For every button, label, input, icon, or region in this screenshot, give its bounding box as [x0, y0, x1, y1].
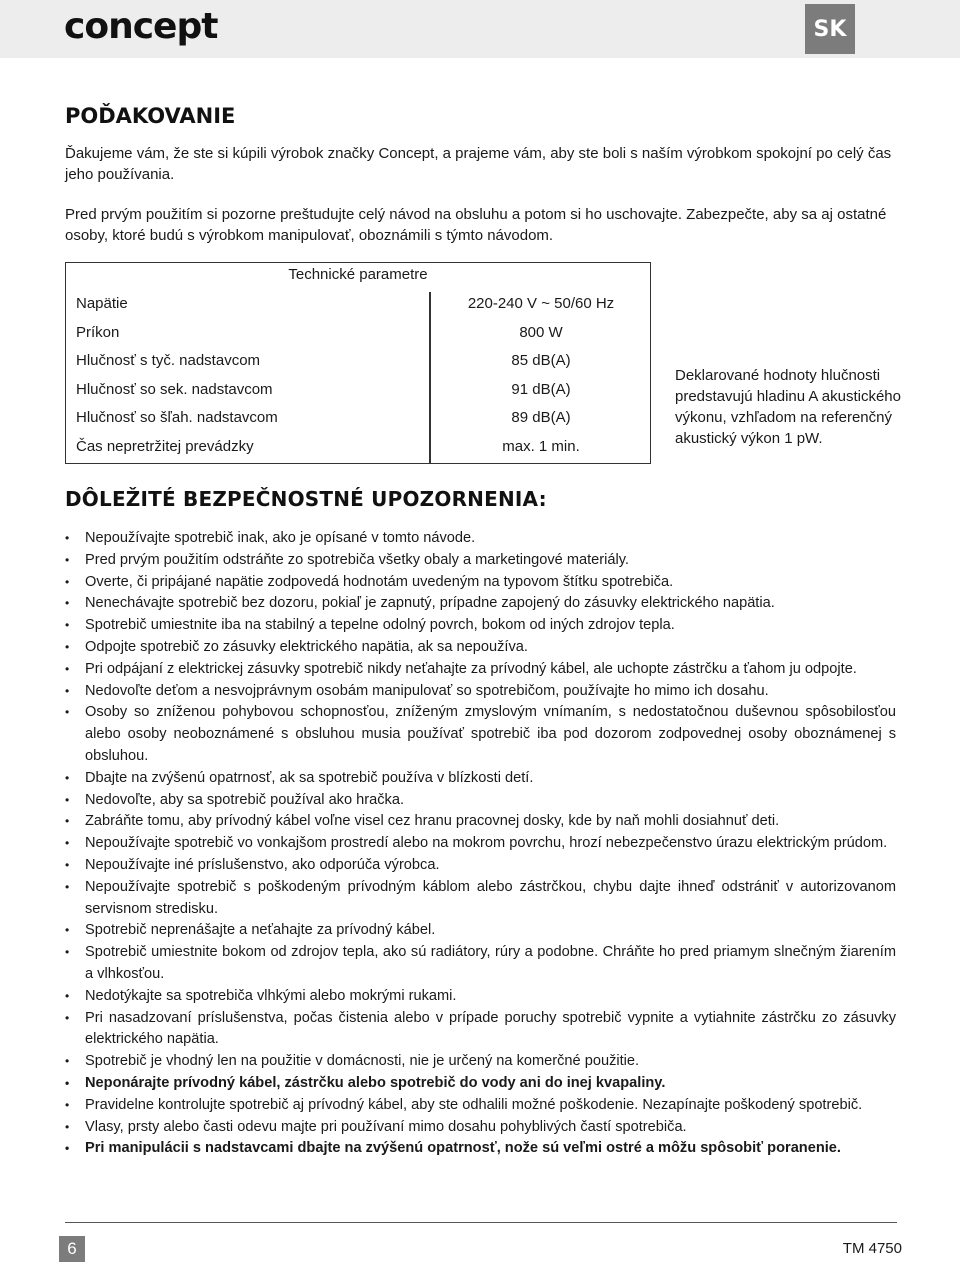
list-item-text: Nedovoľte deťom a nesvojprávnym osobám manipulovať so spotrebičom, používajte ho mimo ich dosahu. [85, 682, 769, 699]
list-item-text: Neponárajte prívodný kábel, zástrčku alebo spotrebič do vody ani do inej kvapaliny. [85, 1074, 666, 1091]
list-item-text: Odpojte spotrebič zo zásuvky elektrického napätia, ak sa nepoužíva. [85, 638, 528, 655]
list-item [65, 1073, 896, 1095]
spec-label: Čas nepretržitej prevádzky [76, 438, 254, 455]
list-item-text: Vlasy, prsty alebo časti odevu majte pri používaní mimo dosahu pohyblivých častí spotrebiča. [85, 1118, 687, 1135]
intro-paragraph: Ďakujeme vám, že ste si kúpili výrobok značky Concept, a prajeme vám, aby ste boli s naším výrobkom spokojní po celý čas jeho používania. [65, 145, 892, 183]
footer-divider [65, 1222, 897, 1223]
safety-list [65, 528, 896, 1160]
bullet-icon: • [65, 1075, 70, 1090]
list-item [65, 1095, 896, 1117]
bullet-icon: • [65, 596, 70, 611]
spec-row [66, 438, 650, 466]
bullet-icon: • [65, 814, 70, 829]
list-item-text: Nepoužívajte spotrebič inak, ako je opísané v tomto návode. [85, 530, 476, 546]
list-item [65, 1138, 896, 1160]
bullet-icon: • [65, 923, 70, 938]
spec-value: 220-240 V ~ 50/60 Hz [467, 295, 615, 312]
bullet-icon: • [65, 1141, 70, 1156]
bullet-icon: • [65, 639, 70, 654]
bullet-icon: • [65, 1054, 70, 1069]
bullet-icon: • [65, 945, 70, 960]
list-item-text: Overte, či pripájané napätie zodpovedá hodnotám uvedeným na typovom štítku spotrebiča. [85, 573, 674, 590]
spec-row [66, 381, 650, 409]
bullet-icon: • [65, 574, 70, 589]
noise-note: Deklarované hodnoty hlučnosti predstavujú hladinu A akustického výkonu, vzhľadom na referenčný akustický výkon 1 pW. [675, 367, 901, 447]
spec-row [66, 409, 650, 437]
list-item-text: Pravidelne kontrolujte spotrebič aj prívodný kábel, aby ste odhalili možné poškodenie. Nezapínajte poškodený spotrebič. [85, 1096, 863, 1113]
list-item [65, 637, 896, 659]
list-item [65, 681, 896, 703]
list-item-text: Nedotýkajte sa spotrebiča vlhkými alebo mokrými rukami. [85, 987, 457, 1004]
page-number: 6 [59, 1236, 85, 1262]
list-item-text: Pri odpájaní z elektrickej zásuvky spotrebič nikdy neťahajte za prívodný kábel, ale uchopte zástrčku a ťahom ju odpojte. [85, 660, 857, 677]
model-number: TM 4750 [842, 1240, 902, 1257]
spec-value: max. 1 min. [502, 438, 580, 455]
bullet-icon: • [65, 1119, 70, 1134]
spec-row [66, 352, 650, 380]
section-title-safety: DÔLEŽITÉ BEZPEČNOSTNÉ UPOZORNENIA: [65, 487, 547, 511]
list-item-text: Pri nasadzovaní príslušenstva, počas čistenia alebo v prípade poruchy spotrebič vypnite a vytiahnite zástrčku zo zásuvky elektrického napätia. [85, 1009, 896, 1048]
list-item [65, 986, 896, 1008]
list-item-text: Osoby so zníženou pohybovou schopnosťou, zníženým zmyslovým vnímaním, s nedostatočnou duševnou spôsobilosťou alebo osoby neoboznámené s obsluhou musia používať spotrebič iba pod dozorom zodpovednej osoby oboznámenej s obsluhou. [85, 704, 896, 764]
bullet-icon: • [65, 792, 70, 807]
spec-table-title: Technické parametre [288, 266, 428, 283]
bullet-icon: • [65, 988, 70, 1003]
list-item-text: Spotrebič neprenášajte a neťahajte za prívodný kábel. [85, 922, 436, 939]
list-item [65, 659, 896, 681]
list-item-text: Nepoužívajte spotrebič vo vonkajšom prostredí alebo na mokrom povrchu, hrozí nebezpečenstvo úrazu elektrickým prúdom. [85, 835, 888, 852]
bullet-icon: • [65, 1010, 70, 1025]
list-item [65, 920, 896, 942]
spec-label: Napätie [76, 295, 128, 312]
spec-table [65, 262, 651, 464]
list-item-text: Pri manipulácii s nadstavcami dbajte na zvýšenú opatrnosť, nože sú veľmi ostré a môžu spôsobiť poranenie. [85, 1140, 841, 1157]
bullet-icon: • [65, 661, 70, 676]
list-item [65, 768, 896, 790]
bullet-icon: • [65, 770, 70, 785]
list-item [65, 1008, 896, 1052]
list-item [65, 572, 896, 594]
bullet-icon: • [65, 1097, 70, 1112]
instructions-paragraph: Pred prvým použitím si pozorne preštudujte celý návod na obsluhu a potom si ho uschovajte. Zabezpečte, aby sa aj ostatné osoby, ktoré budú s výrobkom manipulovať, oboznámili s týmto návodom. [65, 206, 887, 244]
list-item-text: Zabráňte tomu, aby prívodný kábel voľne visel cez hranu pracovnej dosky, kde by naň mohli dosiahnuť deti. [85, 813, 780, 830]
list-item [65, 528, 896, 550]
list-item [65, 833, 896, 855]
list-item [65, 942, 896, 986]
list-item-text: Dbajte na zvýšenú opatrnosť, ak sa spotrebič používa v blízkosti detí. [85, 769, 534, 786]
list-item [65, 615, 896, 637]
list-item-text: Spotrebič je vhodný len na použitie v domácnosti, nie je určený na komerčné použitie. [85, 1053, 640, 1070]
bullet-icon: • [65, 618, 70, 633]
list-item-text: Nepoužívajte iné príslušenstvo, ako odporúča výrobca. [85, 856, 440, 873]
list-item-text: Spotrebič umiestnite bokom od zdrojov tepla, ako sú radiátory, rúry a podobne. Chráňte ho pred priamym slnečným žiarením a vlhkosťou. [85, 944, 896, 982]
list-item [65, 593, 896, 615]
list-item [65, 811, 896, 833]
spec-value: 85 dB(A) [511, 352, 571, 370]
spec-value: 800 W [519, 323, 563, 341]
list-item [65, 855, 896, 877]
list-item [65, 877, 896, 921]
list-item-text: Spotrebič umiestnite iba na stabilný a tepelne odolný povrch, bokom od iných zdrojov tepla. [85, 617, 675, 634]
spec-label: Príkon [76, 323, 120, 341]
section-title-thanks: POĎAKOVANIE [65, 104, 236, 128]
list-item [65, 550, 896, 572]
list-item-text: Pred prvým použitím odstráňte zo spotrebiča všetky obaly a marketingové materiály. [85, 551, 629, 568]
spec-value: 91 dB(A) [511, 380, 571, 398]
spec-label: Hlučnosť s tyč. nadstavcom [76, 352, 261, 370]
spec-row [66, 324, 650, 352]
list-item [65, 702, 896, 767]
bullet-icon: • [65, 552, 70, 567]
spec-label: Hlučnosť so sek. nadstavcom [76, 380, 273, 398]
list-item-text: Nepoužívajte spotrebič s poškodeným prívodným káblom alebo zástrčkou, chybu dajte ihneď odstrániť v autorizovanom servisnom stredisku. [85, 878, 896, 917]
spec-label: Hlučnosť so šľah. nadstavcom [76, 409, 278, 427]
bullet-icon: • [65, 879, 70, 894]
list-item [65, 1117, 896, 1139]
bullet-icon: • [65, 531, 70, 545]
spec-row [66, 295, 650, 323]
list-item [65, 790, 896, 812]
bullet-icon: • [65, 857, 70, 872]
spec-value: 89 dB(A) [511, 409, 571, 427]
bullet-icon: • [65, 705, 70, 720]
list-item [65, 1051, 896, 1073]
list-item-text: Nedovoľte, aby sa spotrebič používal ako hračka. [85, 791, 405, 808]
language-badge: SK [805, 4, 855, 54]
bullet-icon: • [65, 836, 70, 851]
brand-logo: concept [64, 6, 218, 47]
bullet-icon: • [65, 683, 70, 698]
list-item-text: Nenechávajte spotrebič bez dozoru, pokiaľ je zapnutý, prípadne zapojený do zásuvky elektrického napätia. [85, 595, 775, 612]
